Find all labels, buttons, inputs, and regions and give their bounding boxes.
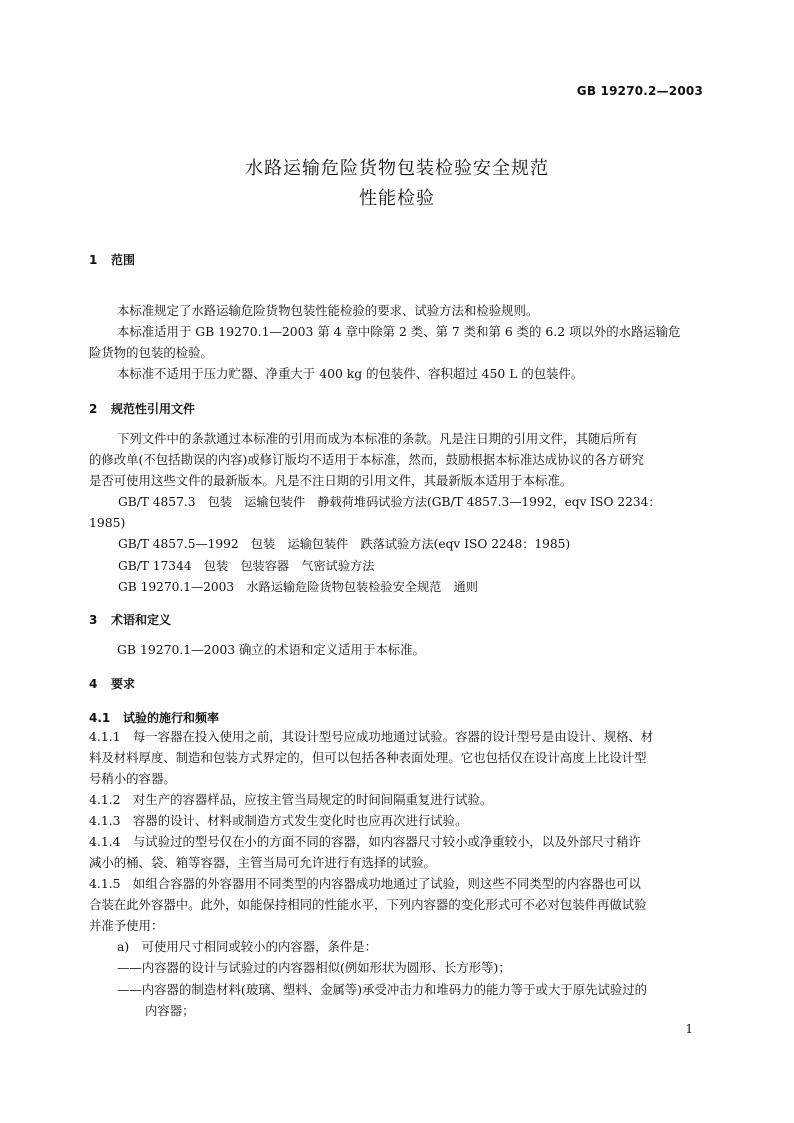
paragraph-line: 本标准适用于 GB 19270.1—2003 第 4 章中除第 2 类、第 7 类和第 6 类的 6.2 项以外的水路运输危	[117, 324, 681, 339]
section-title: 范围	[111, 253, 136, 267]
page-number: 1	[685, 1022, 693, 1036]
subsection-4-1-heading	[89, 709, 219, 726]
paragraph-line: GB 19270.1—2003 确立的术语和定义适用于本标准。	[117, 642, 425, 657]
clause-line: 号稍小的容器。	[89, 771, 176, 786]
list-item: 内容器；	[145, 1003, 195, 1018]
section-title: 规范性引用文件	[111, 402, 196, 416]
section-title: 试验的施行和频率	[123, 711, 220, 725]
section-number: 3	[89, 613, 98, 627]
paragraph-line: 本标准规定了水路运输危险货物包装性能检验的要求、试验方法和检验规则。	[117, 303, 539, 318]
section-title: 要求	[111, 677, 136, 691]
paragraph-line: 下列文件中的条款通过本标准的引用而成为本标准的条款。凡是注日期的引用文件，其随后所有	[117, 431, 638, 446]
reference-line: GB/T 4857.3 包装 运输包装件 静载荷堆码试验方法(GB/T 4857.3—1992，eqv ISO 2234：	[118, 495, 661, 509]
clause-line: 4.1.3 容器的设计、材料或制造方式发生变化时也应再次进行试验。	[89, 813, 468, 828]
reference-line: GB/T 4857.5—1992 包装 运输包装件 跌落试验方法(eqv ISO 2248：1985)	[118, 537, 571, 551]
document-subtitle: 性能检验	[359, 188, 435, 209]
section-4-heading	[89, 675, 135, 692]
paragraph-line: 是否可使用这些文件的最新版本。凡是不注日期的引用文件，其最新版本适用于本标准。	[89, 473, 573, 488]
list-item: ——内容器的设计与试验过的内容器相似(例如形状为圆形、长方形等)；	[117, 960, 511, 975]
section-number: 2	[89, 402, 98, 416]
paragraph-line: 本标准不适用于压力贮器、净重大于 400 kg 的包装件、容积超过 450 L 的包装件。	[117, 366, 584, 381]
reference-line: GB 19270.1—2003 水路运输危险货物包装检验安全规范 通则	[118, 580, 478, 594]
reference-line: GB/T 17344 包装 包装容器 气密试验方法	[118, 559, 375, 573]
section-1-heading	[89, 251, 135, 268]
clause-line: 4.1.4 与试验过的型号仅在小的方面不同的容器，如内容器尺寸较小或净重较小，以及外部尺寸稍许	[89, 834, 641, 849]
section-number: 1	[89, 253, 98, 267]
section-number: 4.1	[89, 711, 111, 725]
list-item: a) 可使用尺寸相同或较小的内容器，条件是：	[117, 939, 378, 954]
section-title: 术语和定义	[111, 613, 172, 627]
section-3-heading	[89, 611, 171, 628]
standard-code: GB 19270.2—2003	[576, 84, 703, 98]
list-item: ——内容器的制造材料(玻璃、塑料、金属等)承受冲击力和堆码力的能力等于或大于原先试验过的	[117, 982, 648, 997]
clause-line: 4.1.2 对生产的容器样品，应按主管当局规定的时间间隔重复进行试验。	[89, 792, 493, 807]
section-number: 4	[89, 677, 98, 691]
clause-line: 并准予使用：	[89, 918, 164, 933]
clause-line: 4.1.5 如组合容器的外容器用不同类型的内容器成功地通过了试验，则这些不同类型的内容器也可以	[89, 876, 641, 891]
paragraph-line: 的修改单(不包括勘误的内容)或修订版均不适用于本标准，然而，鼓励根据本标准达成协议的各方研究	[89, 452, 644, 467]
clause-line: 4.1.1 每一容器在投入使用之前，其设计型号应成功地通过试验。容器的设计型号是由设计、规格、材	[89, 729, 654, 744]
clause-line: 料及材料厚度、制造和包装方式界定的，但可以包括各种表面处理。它也包括仅在设计高度上比设计型	[89, 750, 647, 765]
section-2-heading	[89, 400, 195, 417]
clause-line: 减小的桶、袋、箱等容器，主管当局可允许进行有选择的试验。	[89, 855, 436, 870]
document-title: 水路运输危险货物包装检验安全规范	[245, 158, 549, 179]
paragraph-line: 险货物的包装的检验。	[89, 345, 213, 360]
clause-line: 合装在此外容器中。此外，如能保持相同的性能水平，下列内容器的变化形式可不必对包装件再做试验	[89, 897, 647, 912]
reference-line: 1985)	[89, 515, 126, 530]
